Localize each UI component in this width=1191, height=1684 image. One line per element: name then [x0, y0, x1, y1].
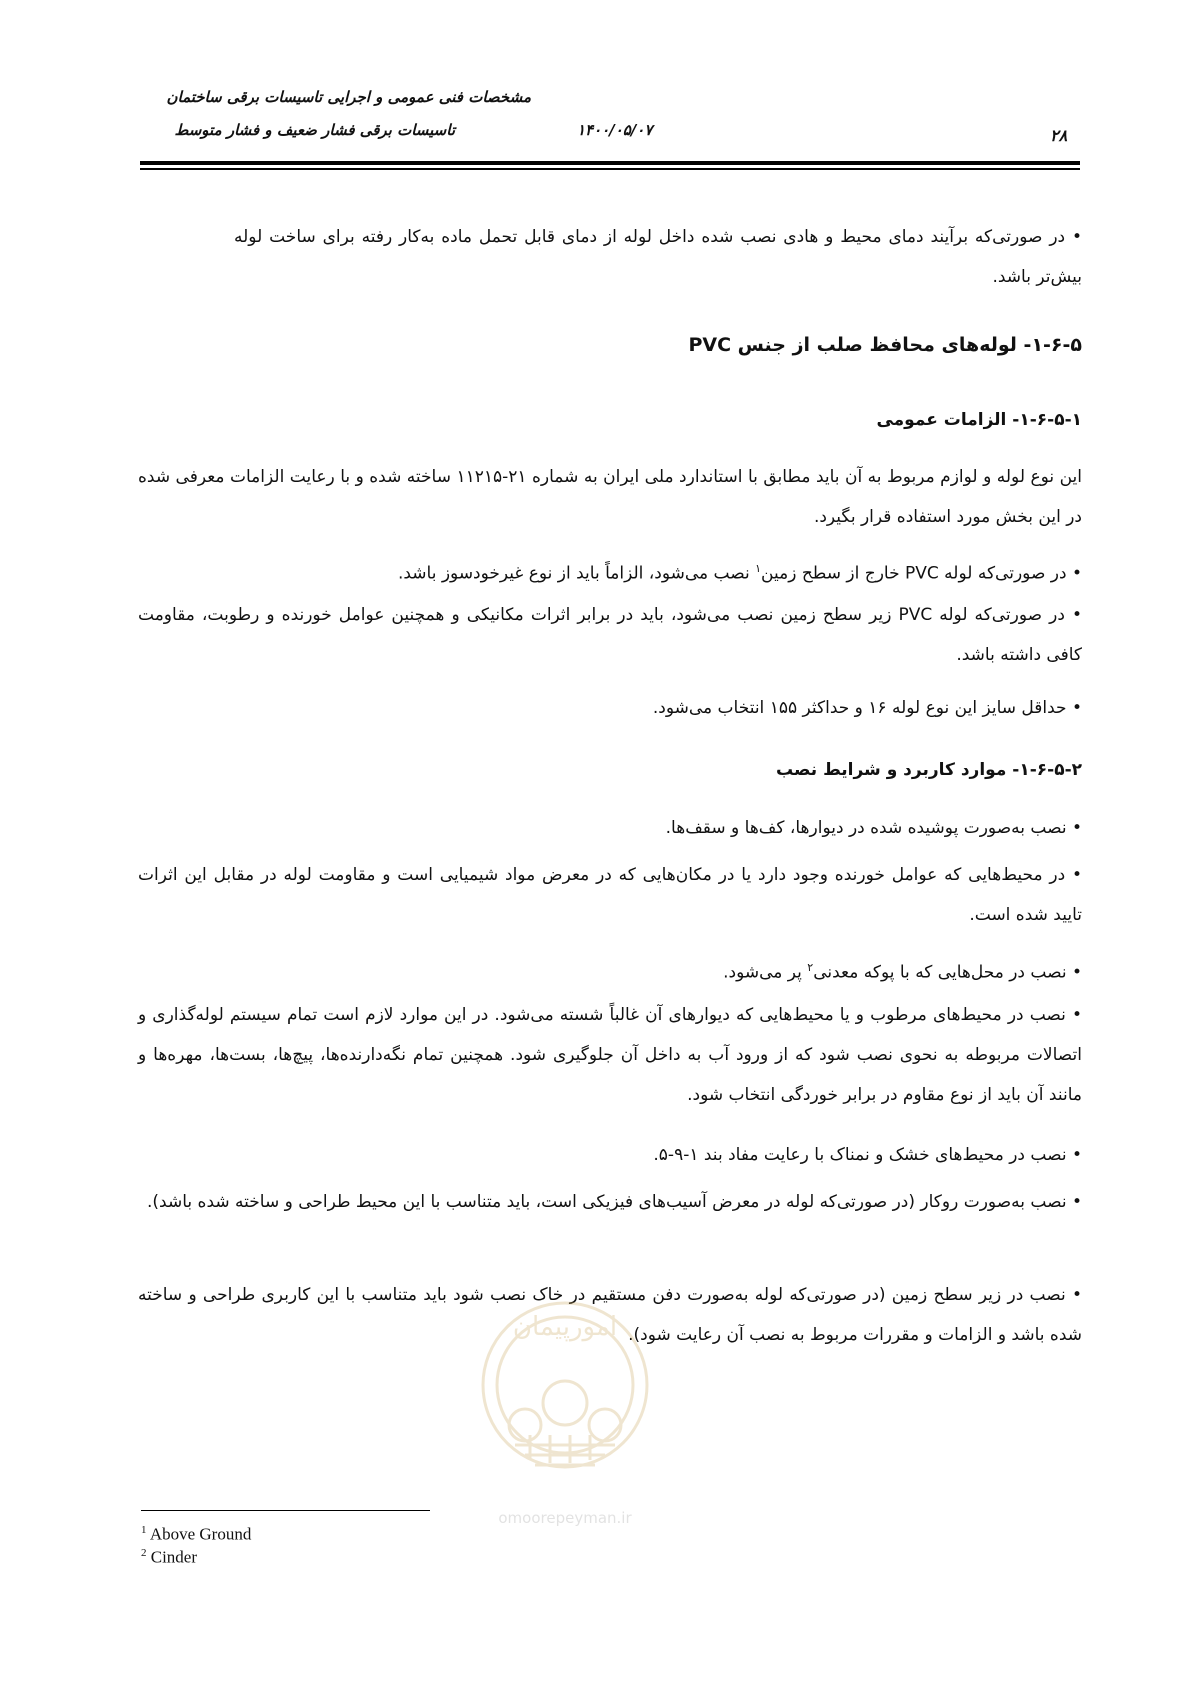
bullet-item: • نصب در محیط‌های خشک و نمناک با رعایت مفاد بند ۱-۹-۵. [653, 1145, 1082, 1165]
watermark-seal-icon [470, 1285, 660, 1535]
section-heading: ۱-۶-۵- لوله‌های محافظ صلب از جنس PVC [688, 334, 1082, 356]
bullet-item: • نصب به‌صورت پوشیده شده در دیوارها، کف‌ها و سقف‌ها. [665, 818, 1082, 838]
bullet-item: • حداقل سایز این نوع لوله ۱۶ و حداکثر ۱۵۵ انتخاب می‌شود. [652, 698, 1082, 718]
intro-bullet: • در صورتی‌که برآیند دمای محیط و هادی نصب شده داخل لوله از دمای قابل تحمل ماده به‌کار رفته برای ساخت لوله بیش‌تر باشد. [234, 227, 1082, 287]
footnote-1: $^1$ Above Ground [141, 1524, 252, 1544]
footnote-ref: ۲ [807, 961, 814, 974]
header-rule-thick [140, 161, 1080, 165]
bullet-item: • در صورتی‌که لوله PVC زیر سطح زمین نصب می‌شود، باید در برابر اثرات مکانیکی و همچنین عوامل خورنده و رطوبت، مقاومت کافی داشته باشد. [138, 605, 1082, 665]
header-date: ۱۴۰۰/۰۵/۰۷ [577, 121, 653, 139]
subsection-heading: ۱-۶-۵-۲- موارد کاربرد و شرایط نصب [776, 760, 1082, 780]
book-title: مشخصات فنی عمومی و اجرایی تاسیسات برقی ساختمان [166, 88, 531, 106]
bullet-item: • در صورتی‌که لوله PVC خارج از سطح زمین$^۱$ نصب می‌شود، الزاماً باید از نوع غیرخودسوز باشد. [397, 562, 1082, 584]
chapter-title: تاسیسات برقی فشار ضعیف و فشار متوسط [174, 121, 455, 139]
footnote-2: $^2$ Cinder [141, 1547, 198, 1567]
bullet-item: • نصب در محل‌هایی که با پوکه معدنی$^۲$ پر می‌شود. [723, 961, 1082, 983]
paragraph: این نوع لوله و لوازم مربوط به آن باید مطابق با استاندارد ملی ایران به شماره ۲۱-۱۱۲۱۵ ساخته شده و با رعایت الزامات معرفی شده در این بخش مورد استفاده قرار بگیرد. [138, 467, 1082, 527]
subsection-heading: ۱-۶-۵-۱- الزامات عمومی [876, 410, 1082, 430]
footnote-ref: ۱ [755, 562, 762, 575]
bullet-item: • در محیط‌هایی که عوامل خورنده وجود دارد یا در مکان‌هایی که در معرض مواد شیمیایی است و مقاومت لوله در مقابل این اثرات تایید شده است. [138, 865, 1082, 925]
bullet-item: • نصب در محیط‌های مرطوب و یا محیط‌هایی که دیوارهای آن غالباً شسته می‌شود. در این موارد لازم است تمام سیستم لوله‌گذاری و اتصالات مربوطه به نحوی نصب شود که از ورود آب به داخل آن جلوگیری شود. همچنین تمام نگه‌دارنده‌ها، پیچ‌ها، بست‌ها، مهره‌ها و مانند آن باید از نوع مقاوم در برابر خوردگی انتخاب شود. [138, 1005, 1082, 1105]
watermark-logo [470, 1285, 660, 1535]
header-rule-thin [140, 168, 1080, 170]
footnote-rule [141, 1510, 430, 1511]
watermark-site: omoorepeyman.ir [498, 1509, 632, 1527]
page-number: ۲۸ [1050, 126, 1068, 145]
bullet-item: • نصب در زیر سطح زمین (در صورتی‌که لوله به‌صورت دفن مستقیم در خاک نصب شود باید متناسب با این کاربری طراحی و ساخته شده باشد و الزامات و مقررات مربوط به نصب آن رعایت شود). [138, 1285, 1082, 1345]
watermark-logo-text: امورپیمان [512, 1312, 618, 1342]
bullet-item: • نصب به‌صورت روکار (در صورتی‌که لوله در معرض آسیب‌های فیزیکی است، باید متناسب با این محیط طراحی و ساخته شده باشد). [147, 1192, 1082, 1212]
